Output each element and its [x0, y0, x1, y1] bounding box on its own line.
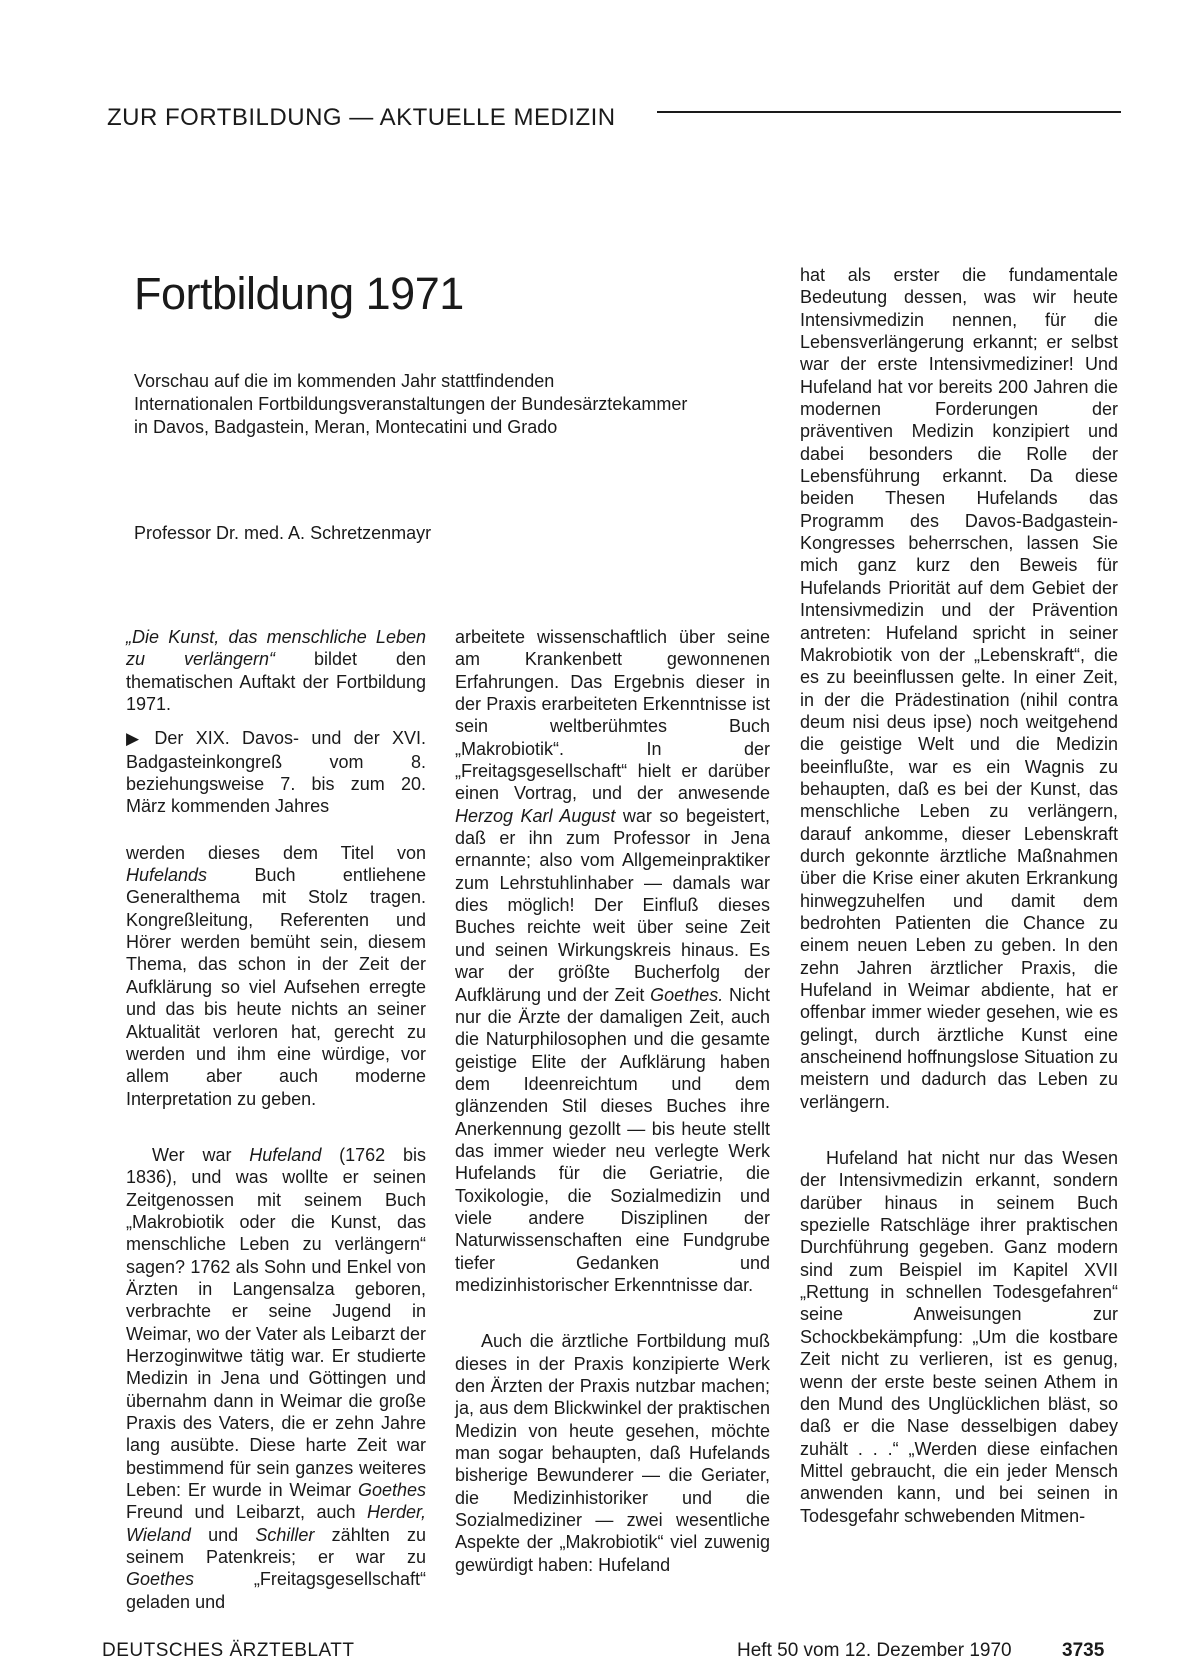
text-span: arbeitete wissenschaftlich über seine am Krankenbett gewonnenen Erfahrungen. Das Ergebnis dieser in der Praxis erarbeiteten Erkenntnisse ist sein weltberühmtes Buch „Makrobiotik“. In der „Freitagsgesellschaft“ hielt er darüber einen Vortrag, und der anwesende: [455, 627, 770, 804]
section-title: ZUR FORTBILDUNG — AKTUELLE MEDIZIN: [107, 104, 616, 131]
journal-name: DEUTSCHES ÄRZTEBLATT: [102, 1640, 355, 1661]
issue-info: Heft 50 vom 12. Dezember 1970: [737, 1640, 1012, 1661]
paragraph: hat als erster die fundamentale Bedeutung dessen, was wir heute Intensivmedizin nennen, für die Lebensverlängerung erkannt; er selbst war der erste Intensivmediziner! Und Hufeland hat vor bereits 200 Jahren die modernen Forderungen der präventiven Medizin konzipiert und dabei besonders die Rolle der Lebensführung erkannt. Da diese beiden Thesen Hufelands das Programm des Davos-Badgastein-Kongresses beherrschen, lassen Sie mich ganz kurz den Beweis für Hufelands Priorität auf dem Gebiet der Intensivmedizin und der Prävention antreten: Hufeland spricht in seiner Makrobiotik von der „Lebenskraft“, die es zu beeinflussen gelte. In einer Zeit, in der die Prädestination (nihil contra deum nisi deus ipse) noch weitgehend die geistige Welt und die Medizin beeinflußte, war es ein Wagnis zu behaupten, daß es bei der Kunst, das menschliche Leben zu verlängern, darauf ankomme, dieser Lebenskraft durch gekonnte ärztliche Maßnahmen über die Krise einer akuten Erkrankung hinwegzuhelfen und damit dem bedrohten Patienten die Chance zu einem neuen Leben zu geben. In den zehn Jahren ärztlicher Praxis, die Hufeland in Weimar abdiente, hat er offenbar immer wieder gesehen, wie es gelingt, durch ärztliche Kunst eine anscheinend hoffnungslose Situation zu meistern und dadurch das Leben zu verlängern.: [800, 265, 1118, 1112]
subtitle-line: Vorschau auf die im kommenden Jahr stattfindenden: [134, 371, 555, 391]
text-italic: Hufelands: [126, 865, 208, 886]
text-span: „Freitagsgesellschaft“ geladen und: [126, 1569, 426, 1612]
paragraph: [455, 626, 770, 1296]
text-span: Nicht nur die Ärzte der damaligen Zeit, auch die Naturphilosophen und die gesamte geistige Elite der Aufklärung haben dem Ideenreichtum und dem glänzenden Stil dieses Buches ihre Anerkennung gezollt — bis heute stellt das immer wieder neu verlegte Werk Hufelands für die Geriatrie, die Toxikologie, die Sozialmedizin und viele andere Disziplinen der Naturwissenschaften eine Fundgrube tiefer Gedanken und medizinhistorischer Erkenntnisse dar.: [455, 984, 770, 1295]
text-italic: Goethes: [126, 1569, 195, 1590]
header-rule: [657, 111, 1121, 113]
text-italic: Herzog Karl August: [455, 805, 616, 826]
text-span: (1762 bis 1836), und was wollte er seinen Zeitgenossen mit seinem Buch „Makrobiotik oder die Kunst, das menschliche Leben zu verlängern“ sagen? 1762 als Sohn und Enkel von Ärzten in Langensalza geboren, verbrachte er seine Jugend in Weimar, wo der Vater als Leibarzt der Herzoginwitwe tätig war. Er studierte Medizin in Jena und Göttingen und übernahm dann in Weimar die große Praxis des Vaters, die er zehn Jahre lang ausübte. Diese harte Zeit war bestimmend für sein ganzes weiteres Leben: Er wurde in Weimar: [126, 1144, 426, 1501]
quote-title: „Die Kunst, das menschliche Leben zu verlängern“: [126, 627, 426, 670]
text-span: bildet den thematischen Auftakt der Fortbildung 1971.: [126, 649, 426, 715]
subtitle-line: in Davos, Badgastein, Meran, Montecatini und Grado: [134, 417, 558, 437]
triangle-bullet-icon: ▶: [126, 729, 147, 749]
paragraph: [126, 727, 426, 817]
text-italic: Goethes.: [650, 984, 724, 1005]
text-italic: Goethes: [357, 1480, 426, 1501]
text-italic: Schiller: [255, 1524, 315, 1545]
text-column-1: [126, 626, 426, 1613]
text-span: werden dieses dem Titel von: [126, 842, 426, 863]
paragraph: Hufeland hat nicht nur das Wesen der Intensivmedizin erkannt, sondern darüber hinaus in seinem Buch spezielle Ratschläge ihrer praktischen Durchführung gegeben. Ganz modern sind zum Beispiel im Kapitel XVII „Rettung in schnellen Todesgefahren“ seine Anweisungen zur Schockbekämpfung: „Um die kostbare Zeit nicht zu verlieren, ist es genug, wenn der erste beste seinen Athem in den Mund des Unglücklichen bläst, so daß er die Nase desselbigen dabey zuhält . . .“ „Werden diese einfachen Mittel gebraucht, die ein jeder Mensch anwenden kann, und bei seinen in Todesgefahr schwebenden Mitmen-: [800, 1148, 1118, 1526]
text-span: zählten zu seinem Patenkreis; er war zu: [126, 1524, 426, 1568]
text-italic: Herder, Wieland: [126, 1502, 426, 1545]
text-column-3: [800, 264, 1118, 1527]
page-number: 3735: [1062, 1640, 1105, 1661]
text-span: Wer war: [152, 1144, 250, 1165]
article-subtitle: [134, 370, 794, 439]
paragraph: [126, 842, 426, 1110]
article-title: Fortbildung 1971: [134, 268, 464, 319]
text-span: und: [190, 1524, 256, 1545]
text-span: war so begeistert, daß er ihn zum Professor in Jena ernannte; also vom Allgemeinpraktiker zum Lehrstuhlinhaber — damals war dies möglich! Der Einfluß dieses Buches reichte weit über seine Zeit und seinen Wirkungskreis hinaus. Es war der größte Bucherfolg der Aufklärung und der Zeit: [455, 805, 770, 1005]
text-italic: Hufeland: [249, 1144, 322, 1165]
subtitle-line: Internationalen Fortbildungsveranstaltungen der Bundesärztekammer: [134, 394, 688, 414]
text-span: Buch entliehene Generalthema mit Stolz tragen. Kongreßleitung, Referenten und Hörer werden bemüht sein, diesem Thema, das schon in der Zeit der Aufklärung so viel Aufsehen erregte und das bis heute nichts an seiner Aktualität verloren hat, gerecht zu werden und ihm eine würdige, vor allem aber auch moderne Interpretation zu geben.: [126, 865, 426, 1109]
paragraph: Auch die ärztliche Fortbildung muß dieses in der Praxis konzipierte Werk den Ärzten der Praxis nutzbar machen; ja, aus dem Blickwinkel der praktischen Medizin von heute gesehen, möchte man sogar behaupten, daß Hufelands bisherige Bewunderer — die Geriater, die Medizinhistoriker und die Sozialmediziner — zwei wesentliche Aspekte der „Makrobiotik“ viel zuwenig gewürdigt haben: Hufeland: [455, 1331, 770, 1575]
text-span: Der XIX. Davos- und der XVI. Badgasteinkongreß vom 8. beziehungsweise 7. bis zum 20. März kommenden Jahres: [126, 728, 426, 817]
article-author: Professor Dr. med. A. Schretzenmayr: [134, 523, 432, 543]
text-span: Freund und Leibarzt, auch: [126, 1502, 367, 1523]
text-column-2: [455, 626, 770, 1576]
paragraph: [126, 1144, 426, 1613]
paragraph: [126, 626, 426, 715]
